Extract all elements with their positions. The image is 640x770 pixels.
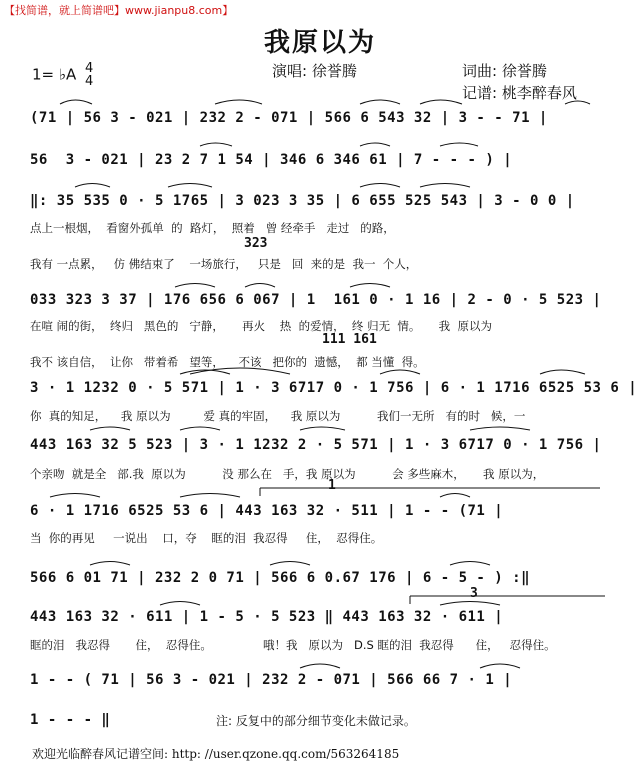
lyric-line: 你 真的知足， 我 原以为 爱 真的牢固， 我 原以为 我们一无所 有的时 候，一 (30, 409, 526, 423)
score-line: 443 163 32 · 611 | 1 - 5 · 5 523 ‖ 443 163 32 · 611 | (30, 609, 504, 625)
score-line: 1 - - ( 71 | 56 3 - 021 | 232 2 - 071 | 566 66 7 · 1 | (30, 672, 513, 688)
footer-link[interactable]: 欢迎光临醉春风记谱空间: http: //user.qzone.qq.com/563264185 (32, 747, 400, 761)
volta-1-label: 1 (328, 478, 336, 493)
repeat-note: 注: 反复中的部分细节变化未做记录。 (216, 714, 416, 728)
score-line: 3 · 1 1232 0 · 5 571 | 1 · 3 6717 0 · 1 756 | 6 · 1 1716 6525 53 6 | (30, 380, 638, 396)
score-line: 443 163 32 5 523 | 3 · 1 1232 2 · 5 571 | 1 · 3 6717 0 · 1 756 | (30, 437, 602, 453)
score-line: 1 - - - ‖ (30, 712, 111, 728)
site-banner[interactable]: 【找简谱，就上简谱吧】www.jianpu8.com】 (4, 4, 234, 17)
superscript-notes: 323 (244, 236, 268, 251)
lyric-line: 眶的泪 我忍得 住， 忍得住。 哦！我 原以为 D.S 眶的泪 我忍得 住， 忍得住。 (30, 638, 556, 652)
lyric-line: 我有 一点累， 仿 佛结束了 一场旅行， 只是 回 来的是 我一 个人， (30, 257, 418, 271)
lyric-line: 个亲吻 就是全 部.我 原以为 没 那么在 手，我 原以为 会 多些麻木， 我 原以为， (30, 467, 545, 481)
time-top: 4 (85, 61, 94, 76)
score-line: ‖: 35 535 0 · 5 1765 | 3 023 3 35 | 6 655 525 543 | 3 - 0 0 | (30, 193, 575, 209)
song-title: 我原以为 (263, 28, 376, 58)
lyric-line: 当 你的再见 一说出 口，夺 眶的泪 我忍得 住， 忍得住。 (30, 531, 383, 545)
volta-2-label: 3 (470, 586, 478, 601)
lyric-line: 在喧 闹的街， 终归 黑色的 宁静， 再火 热 的爱情， 终 归无 情。 我 原以为 (30, 319, 492, 333)
score-line: 033 323 3 37 | 176 656 6 067 | 1 161 0 · 1 16 | 2 - 0 · 5 523 | (30, 292, 602, 308)
superscript-notes: 111 161 (322, 332, 377, 347)
notator-credit: 记谱: 桃李醉春风 (462, 84, 577, 102)
singer-credit: 演唱: 徐誉腾 (272, 62, 357, 80)
score-line: 6 · 1 1716 6525 53 6 | 443 163 32 · 511 | 1 - - (71 | (30, 503, 504, 519)
lyric-line: 我不 该自信， 让你 带着希 望等， 不该 把你的 遗憾， 都 当懂 得。 (30, 355, 425, 369)
lyric-line: 点上一根烟， 看窗外孤单 的 路灯， 照着 曾 经牵手 走过 的路， (30, 221, 395, 235)
time-bottom: 4 (85, 74, 94, 89)
key-label: 1= ♭A (32, 65, 77, 84)
score-line: 566 6 01 71 | 232 2 0 71 | 566 6 0.67 176 | 6 - 5 - ) :‖ (30, 570, 531, 586)
composer-credit: 词曲: 徐誉腾 (462, 62, 547, 80)
score-line: (71 | 56 3 - 021 | 232 2 - 071 | 566 6 543 32 | 3 - - 71 | (30, 110, 548, 126)
score-line: 56 3 - 021 | 23 2 7 1 54 | 346 6 346 61 | 7 - - - ) | (30, 152, 513, 168)
